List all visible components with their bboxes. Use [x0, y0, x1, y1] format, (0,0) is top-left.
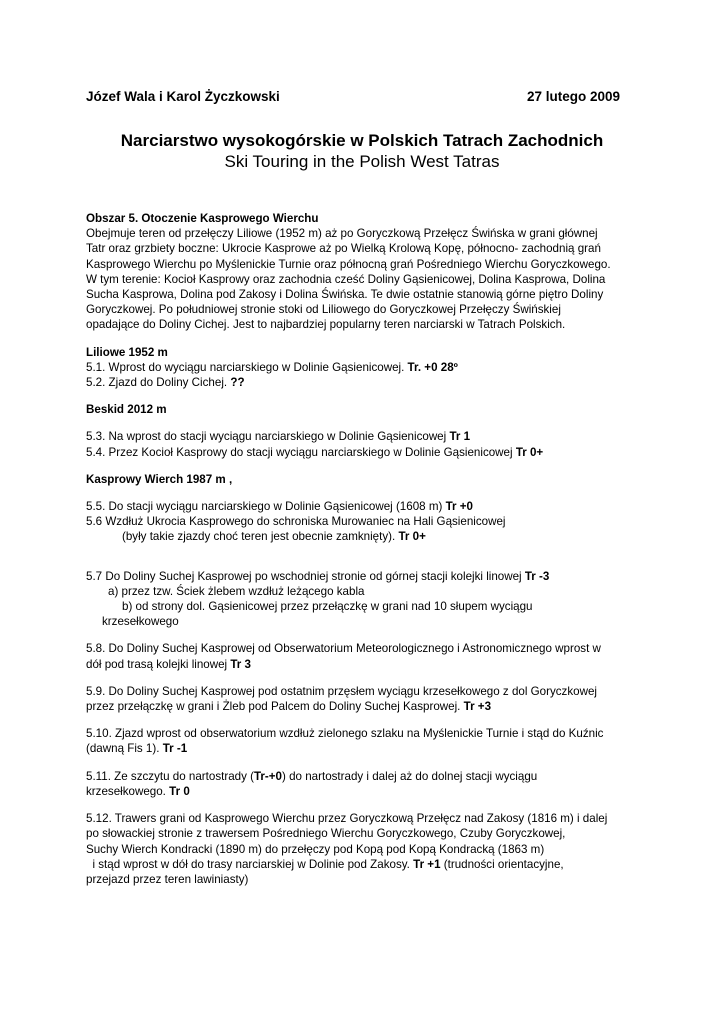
route-text: (trudności orientacyjne,	[440, 857, 564, 871]
route-5-7	[86, 569, 646, 584]
document-subtitle: Ski Touring in the Polish West Tatras	[224, 152, 500, 171]
authors: Józef Wala i Karol Życzkowski	[86, 89, 280, 104]
route-grade: Tr +0	[445, 500, 473, 514]
route-5-1	[86, 360, 646, 375]
route-text: krzesełkowego.	[86, 784, 170, 798]
route-text: dół pod trasą kolejki linowej	[86, 657, 231, 671]
route-grade: ??	[230, 376, 245, 390]
area-line: opadające do Doliny Cichej. Jest to najbardziej popularny teren narciarski w Tatrach Polskich.	[86, 318, 566, 332]
route-grade: Tr +1	[413, 857, 441, 871]
route-text: 5.1. Wprost do wyciągu narciarskiego w Dolinie Gąsienicowej.	[86, 360, 408, 374]
area-line: Goryczkowej. Po południowej stronie stoki od Liliowego do Goryczkowej Przełęczy Świńskiej	[86, 303, 561, 317]
route-grade: Tr 3	[230, 657, 251, 671]
route-text: 5.7 Do Doliny Suchej Kasprowej po wschodniej stronie od górnej stacji kolejki linowej	[86, 569, 525, 583]
area-line: Sucha Kasprowa, Dolina pod Zakosy i Dolina Świńska. Te dwie ostatnie stanowią górne piętro Doliny	[86, 288, 604, 302]
route-text: 5.4. Przez Kocioł Kasprowy do stacji wyciągu narciarskiego w Dolinie Gąsienicowej	[86, 445, 516, 459]
route-text: 5.11. Ze szczytu do nartostrady (	[86, 769, 254, 783]
area-line: Kasprowego Wierchu po Myślenickie Turnie oraz północną grań Pośredniego Wierchu Goryczkowego.	[86, 257, 611, 271]
route-5-12-cont: po słowackiej stronie z trawersem Pośredniego Wierchu Goryczkowego, Czuby Goryczkowej,	[86, 827, 566, 841]
route-5-11	[86, 769, 646, 784]
area-line: Obejmuje teren od przełęczy Liliowe (1952 m) aż po Goryczkową Przełęcz Świńska w grani głównej	[86, 227, 598, 241]
route-5-5	[86, 499, 646, 514]
area-line: W tym terenie: Kocioł Kasprowy oraz zachodnia cześć Doliny Gąsienicowej, Dolina Kasprowa, Dolina	[86, 272, 606, 286]
route-5-10-cont	[86, 741, 646, 756]
route-grade: Tr. +0 28º	[407, 360, 458, 374]
section-heading-beskid: Beskid 2012 m	[86, 403, 167, 417]
route-text: 5.3. Na wprost do stacji wyciągu narciarskiego w Dolinie Gąsienicowej	[86, 430, 450, 444]
route-5-6: 5.6 Wzdłuż Ukrocia Kasprowego do schroniska Murowaniec na Hali Gąsienicowej	[86, 515, 506, 529]
route-grade: Tr-+0	[253, 769, 283, 783]
route-grade: Tr 0+	[398, 530, 426, 544]
document-date: 27 lutego 2009	[526, 89, 620, 104]
route-5-6-cont	[86, 529, 646, 544]
route-5-4	[86, 445, 646, 460]
route-5-10: 5.10. Zjazd wprost od obserwatorium wzdłuż zielonego szlaku na Myślenickie Turnie i stąd do Kuźnic	[86, 727, 604, 741]
route-5-8-cont	[86, 657, 646, 672]
route-grade: Tr 1	[449, 430, 471, 444]
area-line: Tatr oraz grzbiety boczne: Ukrocie Kasprowe aż po Wielką Krolową Kopę, północno- zachodnią grań	[86, 242, 601, 256]
route-5-9: 5.9. Do Doliny Suchej Kasprowej pod ostatnim przęsłem wyciągu krzesełkowego z dol Goryczkowej	[86, 684, 597, 698]
route-text: (dawną Fis 1).	[86, 742, 163, 756]
route-text: ) do nartostrady i dalej aż do dolnej stacji wyciągu	[282, 769, 538, 783]
route-grade: Tr -3	[524, 569, 550, 583]
document-header	[86, 89, 620, 104]
route-grade: Tr +3	[463, 700, 492, 714]
route-5-3	[86, 429, 646, 444]
route-5-7-b-cont: krzesełkowego	[102, 615, 179, 629]
section-heading-liliowe: Liliowe 1952 m	[86, 345, 168, 359]
route-5-8: 5.8. Do Doliny Suchej Kasprowej od Obserwatorium Meteorologicznego i Astronomicznego wprost w	[86, 642, 601, 656]
route-5-12-cont: przejazd przez teren lawiniasty)	[86, 872, 249, 886]
document-title: Narciarstwo wysokogórskie w Polskich Tatrach Zachodnich	[120, 131, 604, 150]
route-5-12-cont: Suchy Wierch Kondracki (1890 m) do przełęczy pod Kopą pod Kopą Kondracką (1863 m)	[86, 842, 545, 856]
route-5-7-b: b) od strony dol. Gąsienicowej przez przełączkę w grani nad 10 słupem wyciągu	[122, 600, 533, 614]
route-text: (były takie zjazdy choć teren jest obecnie zamknięty).	[122, 530, 399, 544]
route-text: 5.5. Do stacji wyciągu narciarskiego w Dolinie Gąsienicowej (1608 m)	[86, 500, 446, 514]
route-grade: Tr -1	[162, 742, 188, 756]
area-heading: Obszar 5. Otoczenie Kasprowego Wierchu	[86, 212, 319, 225]
document-body	[86, 211, 646, 887]
route-grade: Tr 0	[169, 784, 190, 798]
route-5-11-cont	[86, 784, 646, 799]
route-5-7-a: a) przez tzw. Ściek żlebem wzdłuż leżącego kabla	[108, 584, 365, 598]
section-heading-kasprowy: Kasprowy Wierch 1987 m ,	[86, 472, 233, 486]
route-text: przez przełączkę w grani i Żleb pod Palcem do Doliny Suchej Kasprowej.	[86, 700, 464, 714]
route-grade: Tr 0+	[515, 445, 544, 459]
route-text: i stąd wprost w dół do trasy narciarskiej w Dolinie pod Zakosy.	[86, 857, 414, 871]
route-5-12: 5.12. Trawers grani od Kasprowego Wierchu przez Goryczkową Przełęcz nad Zakosy (1816 m) i dalej	[86, 812, 608, 826]
route-5-12-cont	[86, 857, 646, 872]
route-5-9-cont	[86, 699, 646, 714]
route-5-2	[86, 375, 646, 390]
route-text: 5.2. Zjazd do Doliny Cichej.	[86, 376, 231, 390]
